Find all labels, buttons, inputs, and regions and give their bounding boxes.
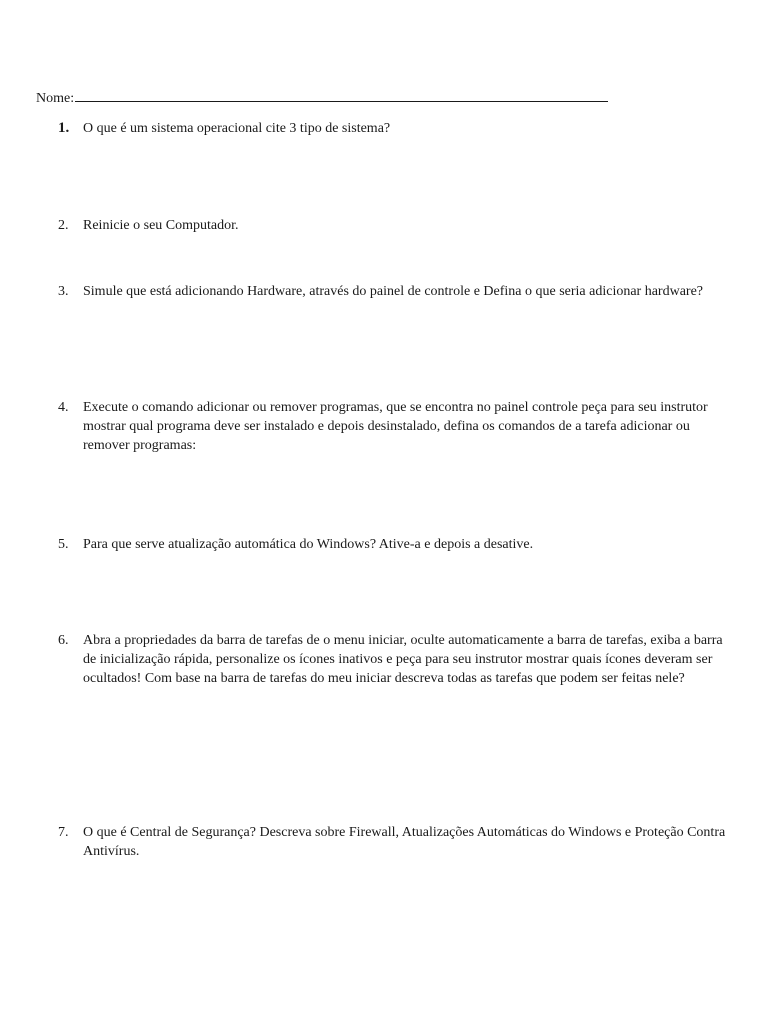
question-number: 7. [58, 825, 69, 840]
question-number: 2. [58, 218, 69, 233]
question-text: Para que serve atualização automática do Windows? Ative-a e depois a desative. [83, 537, 534, 552]
question-4 [58, 398, 738, 455]
question-text: O que é Central de Segurança? Descreva sobre Firewall, Atualizações Automáticas do Windows e Proteção Contra Antivírus. [83, 825, 726, 859]
question-number: 1. [58, 120, 70, 136]
question-text: O que é um sistema operacional cite 3 tipo de sistema? [83, 121, 391, 136]
question-number: 4. [58, 400, 69, 415]
question-3 [58, 282, 738, 301]
question-text: Execute o comando adicionar ou remover programas, que se encontra no painel controle peça para seu instrutor mostrar qual programa deve ser instalado e depois desinstalado, defina os comandos de a tarefa adicionar ou remover programas: [83, 400, 708, 453]
question-6 [58, 631, 738, 688]
question-5 [58, 535, 738, 554]
question-7 [58, 823, 738, 861]
name-field-row [36, 87, 608, 108]
question-text: Simule que está adicionando Hardware, através do painel de controle e Defina o que seria adicionar hardware? [83, 284, 704, 299]
question-number: 6. [58, 633, 69, 648]
question-2 [58, 216, 738, 235]
question-number: 3. [58, 284, 69, 299]
question-text: Abra a propriedades da barra de tarefas de o menu iniciar, oculte automaticamente a barra de tarefas, exiba a barra de inicialização rápida, personalize os ícones inativos e peça para seu instrutor mostrar quais ícones deveram ser ocultados! Com base na barra de tarefas do meu iniciar descreva todas as tarefas que podem ser feitas nele? [83, 633, 723, 686]
name-blank-line[interactable] [75, 87, 608, 102]
question-number: 5. [58, 537, 69, 552]
question-text: Reinicie o seu Computador. [83, 218, 239, 233]
question-1 [58, 119, 738, 138]
name-label: Nome: [36, 91, 75, 106]
